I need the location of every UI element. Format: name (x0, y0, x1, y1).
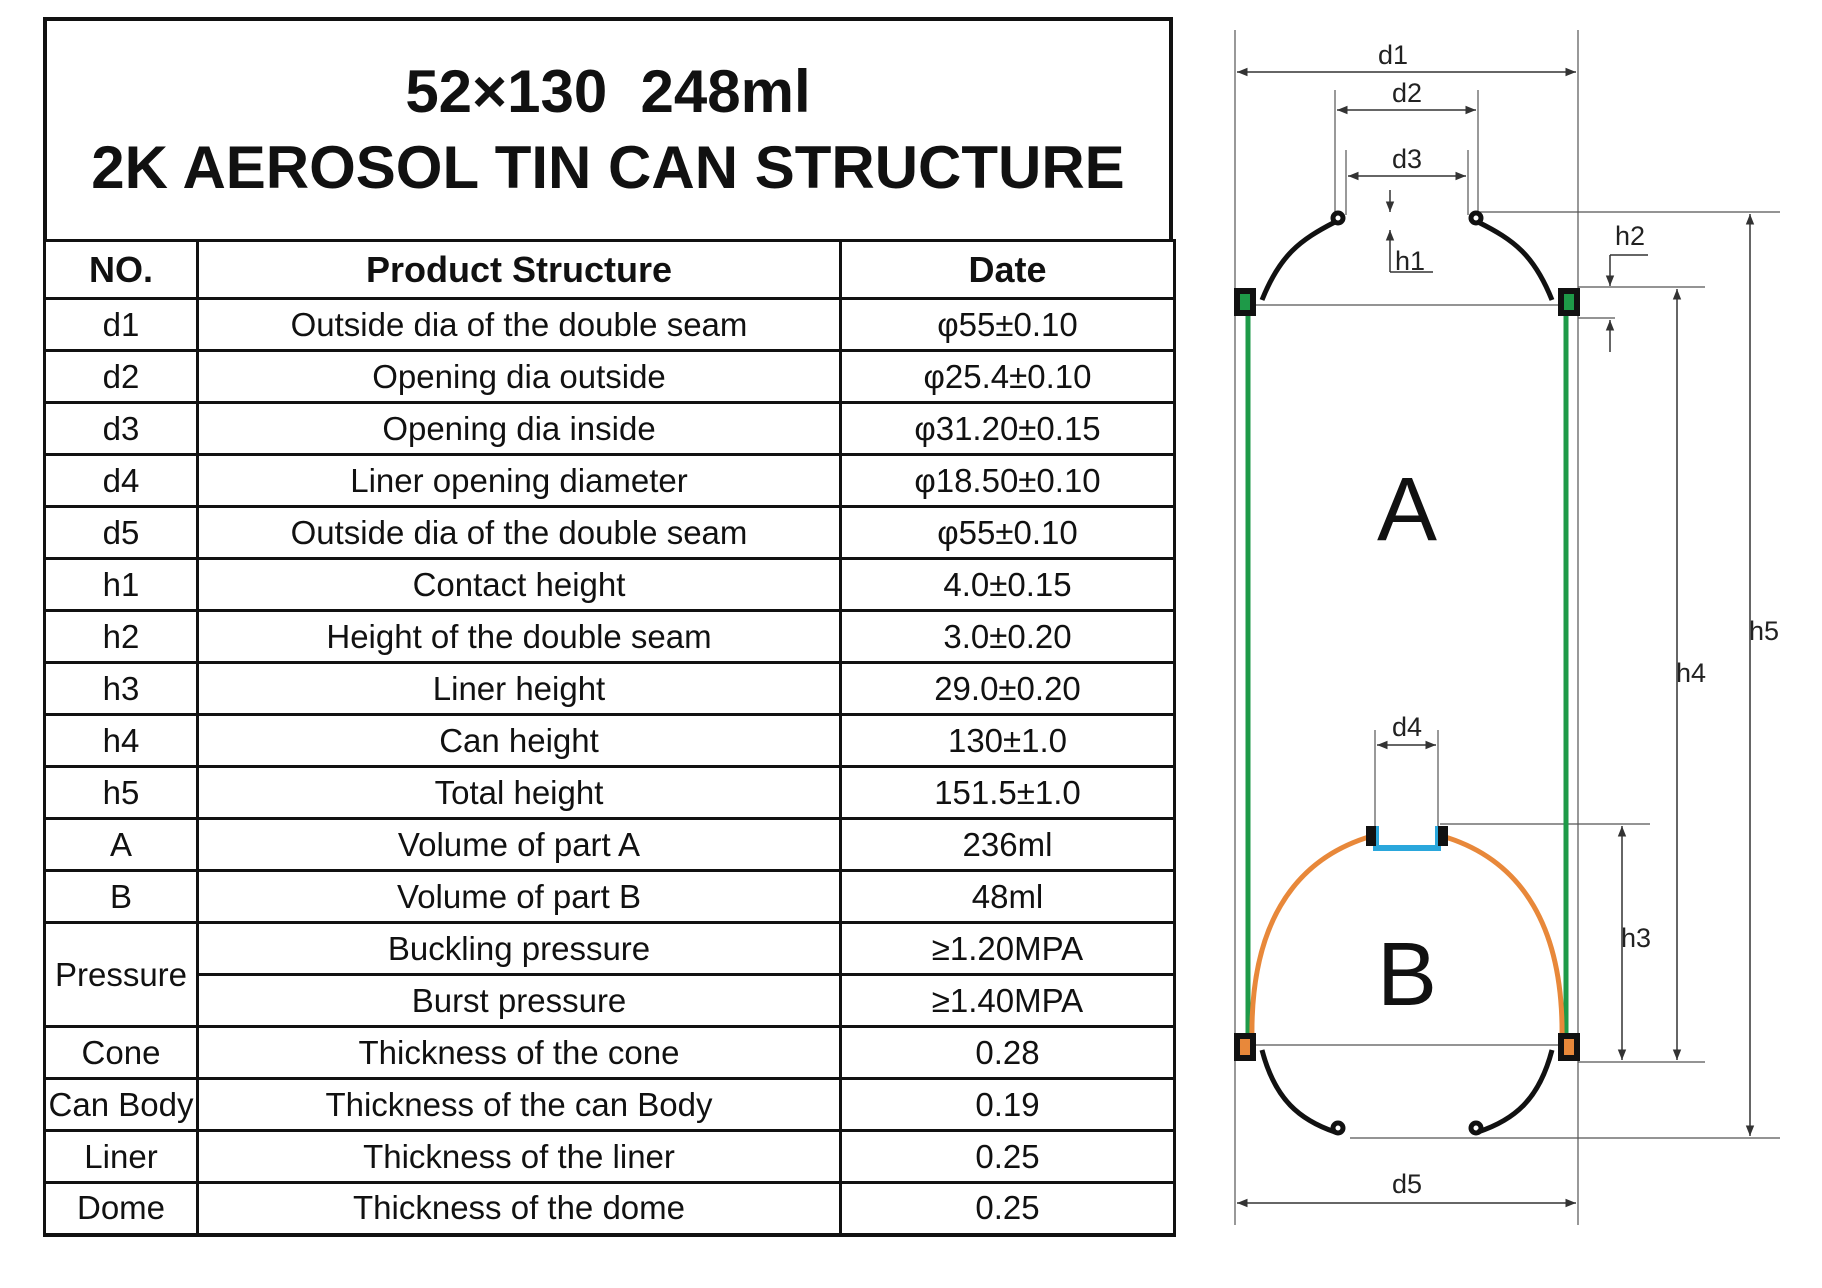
title-can-structure: 2K AEROSOL TIN CAN STRUCTURE (91, 134, 1125, 201)
row-no: h1 (45, 559, 198, 611)
row-structure: Total height (198, 767, 841, 819)
row-no: B (45, 871, 198, 923)
row-no: Cone (45, 1027, 198, 1079)
table-row (45, 455, 1175, 507)
row-structure: Burst pressure (198, 975, 841, 1027)
table-row (45, 299, 1175, 351)
table-row (45, 403, 1175, 455)
row-structure: Liner height (198, 663, 841, 715)
header-no: NO. (45, 241, 198, 299)
table-header-row (45, 241, 1175, 299)
row-structure: Opening dia outside (198, 351, 841, 403)
label-d2: d2 (1391, 78, 1423, 108)
spec-table (43, 239, 1176, 1237)
row-no: h5 (45, 767, 198, 819)
row-no: d5 (45, 507, 198, 559)
can-structure-diagram (1190, 0, 1810, 1288)
row-value: 0.25 (841, 1183, 1175, 1235)
row-value: φ31.20±0.15 (841, 403, 1175, 455)
row-value: 151.5±1.0 (841, 767, 1175, 819)
row-value: φ55±0.10 (841, 299, 1175, 351)
row-structure: Contact height (198, 559, 841, 611)
row-value: 0.28 (841, 1027, 1175, 1079)
row-no: h2 (45, 611, 198, 663)
row-value: φ55±0.10 (841, 507, 1175, 559)
label-d3: d3 (1391, 144, 1423, 174)
dimension-lines (1237, 72, 1750, 1203)
label-d5: d5 (1391, 1169, 1423, 1199)
row-structure: Volume of part A (198, 819, 841, 871)
row-structure: Thickness of the dome (198, 1183, 841, 1235)
spec-panel (43, 17, 1173, 1237)
row-structure: Outside dia of the double seam (198, 299, 841, 351)
row-structure: Buckling pressure (198, 923, 841, 975)
table-row (45, 1079, 1175, 1131)
table-row (45, 611, 1175, 663)
bottom-double-seams (1234, 1033, 1580, 1061)
extension-lines (1235, 30, 1780, 1225)
label-h4: h4 (1675, 658, 1707, 688)
row-structure: Thickness of the can Body (198, 1079, 841, 1131)
row-structure: Can height (198, 715, 841, 767)
row-value: 0.25 (841, 1131, 1175, 1183)
header-date: Date (841, 241, 1175, 299)
table-row (45, 1027, 1175, 1079)
row-value: 3.0±0.20 (841, 611, 1175, 663)
row-no: d1 (45, 299, 198, 351)
header-product-structure: Product Structure (198, 241, 841, 299)
row-no-pressure: Pressure (45, 923, 198, 1027)
row-no: Liner (45, 1131, 198, 1183)
part-label-a: A (1376, 460, 1438, 560)
table-row (45, 767, 1175, 819)
row-value: 130±1.0 (841, 715, 1175, 767)
part-label-b: B (1376, 925, 1438, 1025)
liner-cup (1376, 826, 1438, 848)
row-structure: Volume of part B (198, 871, 841, 923)
label-h5: h5 (1748, 616, 1780, 646)
row-structure: Outside dia of the double seam (198, 507, 841, 559)
row-value: 29.0±0.20 (841, 663, 1175, 715)
row-structure: Opening dia inside (198, 403, 841, 455)
can-dome (1262, 1050, 1552, 1133)
row-structure: Height of the double seam (198, 611, 841, 663)
row-value: ≥1.40MPA (841, 975, 1175, 1027)
table-row (45, 351, 1175, 403)
table-row (45, 819, 1175, 871)
top-double-seams (1234, 288, 1580, 316)
row-no: A (45, 819, 198, 871)
table-row (45, 1183, 1175, 1235)
row-structure: Thickness of the cone (198, 1027, 841, 1079)
row-value: 4.0±0.15 (841, 559, 1175, 611)
row-structure: Liner opening diameter (198, 455, 841, 507)
table-row (45, 923, 1175, 975)
label-d1: d1 (1377, 40, 1409, 70)
title-box (43, 17, 1173, 239)
row-value: ≥1.20MPA (841, 923, 1175, 975)
label-d4: d4 (1391, 712, 1423, 742)
label-h2: h2 (1614, 221, 1646, 251)
table-row (45, 1131, 1175, 1183)
table-row (45, 507, 1175, 559)
row-value: φ18.50±0.10 (841, 455, 1175, 507)
row-no: d3 (45, 403, 198, 455)
row-value: 236ml (841, 819, 1175, 871)
row-no: h4 (45, 715, 198, 767)
row-value: φ25.4±0.10 (841, 351, 1175, 403)
table-row (45, 975, 1175, 1027)
table-row (45, 559, 1175, 611)
row-value: 48ml (841, 871, 1175, 923)
row-no: h3 (45, 663, 198, 715)
row-no: d4 (45, 455, 198, 507)
row-no: d2 (45, 351, 198, 403)
table-row (45, 871, 1175, 923)
table-row (45, 663, 1175, 715)
row-value: 0.19 (841, 1079, 1175, 1131)
title-size-volume: 52×130 248ml (405, 58, 811, 125)
row-no: Can Body (45, 1079, 198, 1131)
table-row (45, 715, 1175, 767)
row-no: Dome (45, 1183, 198, 1235)
label-h1: h1 (1394, 246, 1426, 276)
label-h3: h3 (1620, 923, 1652, 953)
row-structure: Thickness of the liner (198, 1131, 841, 1183)
